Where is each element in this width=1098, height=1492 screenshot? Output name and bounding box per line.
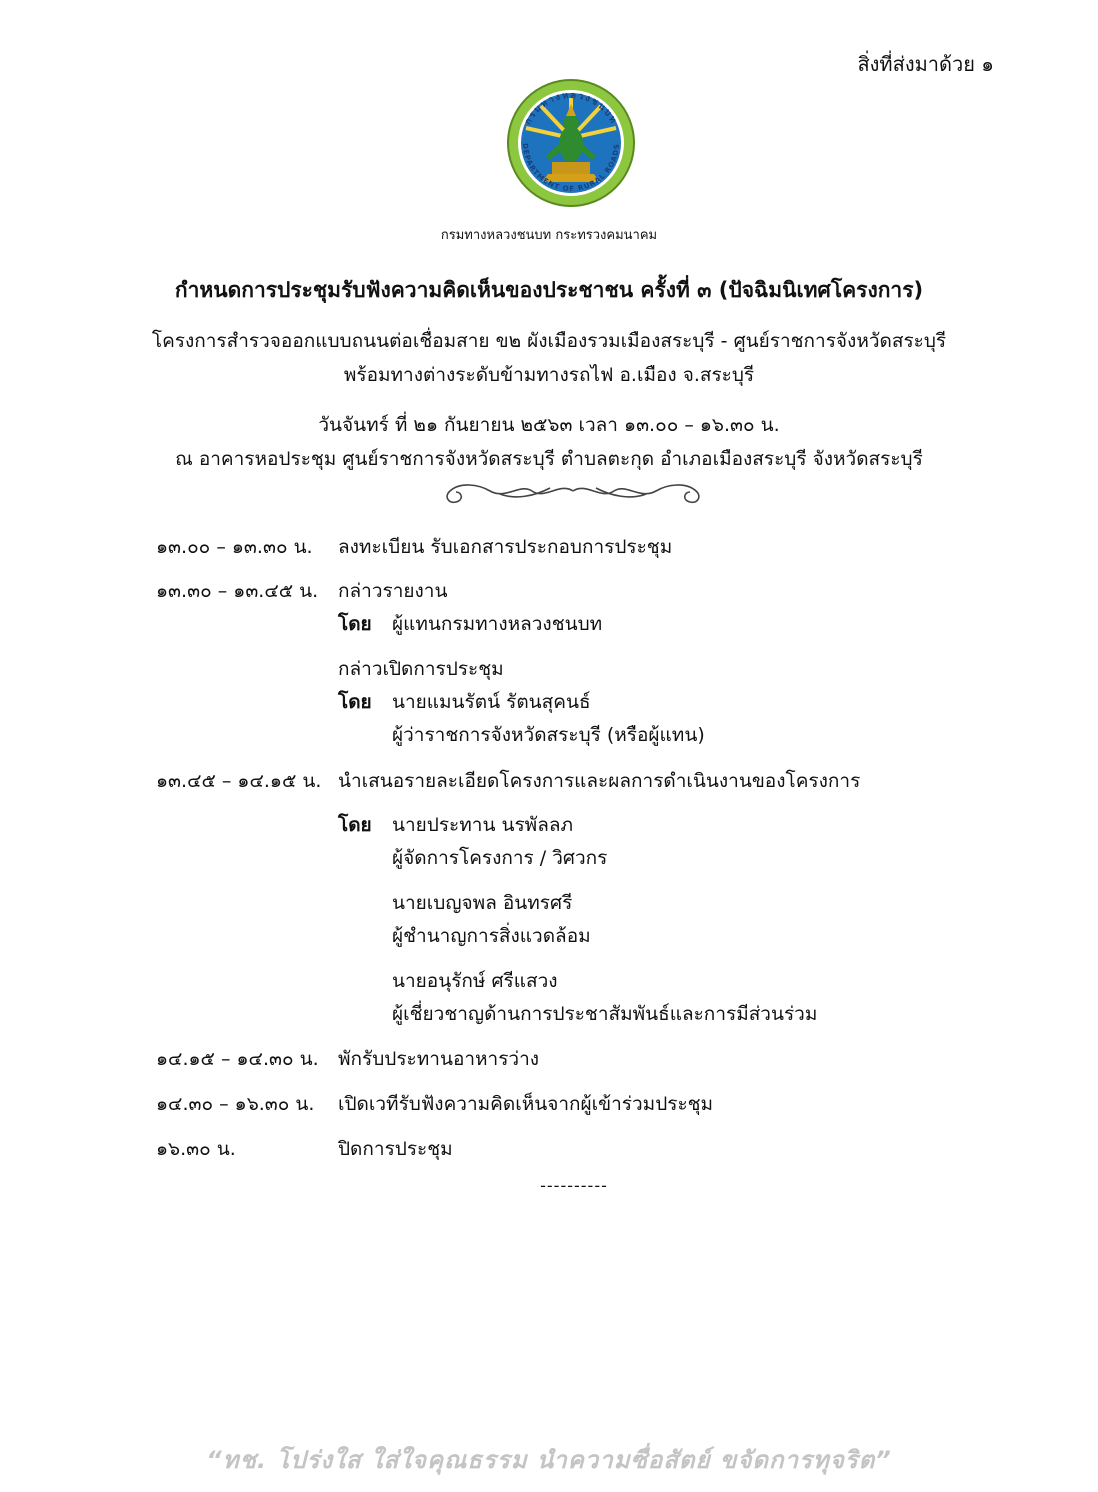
speaker-title: ผู้ว่าราชการจังหวัดสระบุรี (หรือผู้แทน) (392, 724, 705, 746)
end-separator: ---------- (540, 1176, 608, 1195)
schedule-item: ปิดการประชุม (338, 1138, 453, 1160)
schedule-time: ๑๔.๑๕ – ๑๔.๓๐ น. (156, 1048, 319, 1070)
venue-line: ณ อาคารหอประชุม ศูนย์ราชการจังหวัดสระบุรี ตำบลตะกุด อำเภอเมืองสระบุรี จังหวัดสระบุรี (175, 448, 923, 470)
department-logo (506, 78, 636, 208)
page-title: กำหนดการประชุมรับฟังความคิดเห็นของประชาชน ครั้งที่ ๓ (ปัจฉิมนิเทศโครงการ) (174, 278, 924, 302)
schedule-item: กล่าวรายงาน (338, 580, 448, 602)
svg-text:กรมทางหลวงชนบท: กรมทางหลวงชนบท (523, 90, 619, 127)
speaker-name: นายประทาน นรพัลลภ (392, 814, 574, 836)
schedule-item: ลงทะเบียน รับเอกสารประกอบการประชุม (338, 536, 673, 558)
project-line-1: โครงการสำรวจออกแบบถนนต่อเชื่อมสาย ข๒ ผังเมืองรวมเมืองสระบุรี - ศูนย์ราชการจังหวัดสระบุรี (151, 330, 947, 352)
speaker-name: นายอนุรักษ์ ศรีแสวง (392, 970, 558, 992)
speaker-name: นายแมนรัตน์ รัตนสุคนธ์ (392, 691, 591, 713)
speaker-title: ผู้จัดการโครงการ / วิศวกร (392, 847, 608, 869)
speaker-title: ผู้ชำนาญการสิ่งแวดล้อม (392, 925, 591, 947)
speaker-name: นายเบญจพล อินทรศรี (392, 892, 573, 914)
by-label: โดย (338, 691, 372, 713)
ornament-divider (440, 474, 706, 508)
schedule-time: ๑๓.๔๕ – ๑๔.๑๕ น. (156, 770, 322, 792)
organization-name: กรมทางหลวงชนบท กระทรวงคมนาคม (440, 228, 658, 243)
project-line-2: พร้อมทางต่างระดับข้ามทางรถไฟ อ.เมือง จ.สระบุรี (343, 364, 755, 386)
by-label: โดย (338, 613, 372, 635)
speaker-name: ผู้แทนกรมทางหลวงชนบท (392, 613, 603, 635)
schedule-time: ๑๖.๓๐ น. (156, 1138, 236, 1160)
schedule-time: ๑๔.๓๐ – ๑๖.๓๐ น. (156, 1093, 315, 1115)
schedule-item: พักรับประทานอาหารว่าง (338, 1048, 540, 1070)
attachment-label: สิ่งที่ส่งมาด้วย ๑ (857, 52, 994, 76)
svg-text:DEPARTMENT OF RURAL ROADS: DEPARTMENT OF RURAL ROADS (520, 142, 622, 194)
date-line: วันจันทร์ ที่ ๒๑ กันยายน ๒๕๖๓ เวลา ๑๓.๐๐ – ๑๖.๓๐ น. (318, 414, 780, 436)
footer-slogan: “ทช. โปร่งใส ใส่ใจคุณธรรม นำความซื่อสัตย์ ขจัดการทุจริต” (206, 1446, 892, 1474)
schedule-time: ๑๓.๐๐ – ๑๓.๓๐ น. (156, 536, 313, 558)
by-label: โดย (338, 814, 372, 836)
schedule-item: กล่าวเปิดการประชุม (338, 658, 504, 680)
schedule-time: ๑๓.๓๐ – ๑๓.๔๕ น. (156, 580, 319, 602)
schedule-item: นำเสนอรายละเอียดโครงการและผลการดำเนินงานของโครงการ (338, 770, 861, 792)
speaker-title: ผู้เชี่ยวชาญด้านการประชาสัมพันธ์และการมีส่วนร่วม (392, 1003, 818, 1025)
schedule-item: เปิดเวทีรับฟังความคิดเห็นจากผู้เข้าร่วมประชุม (338, 1093, 714, 1115)
